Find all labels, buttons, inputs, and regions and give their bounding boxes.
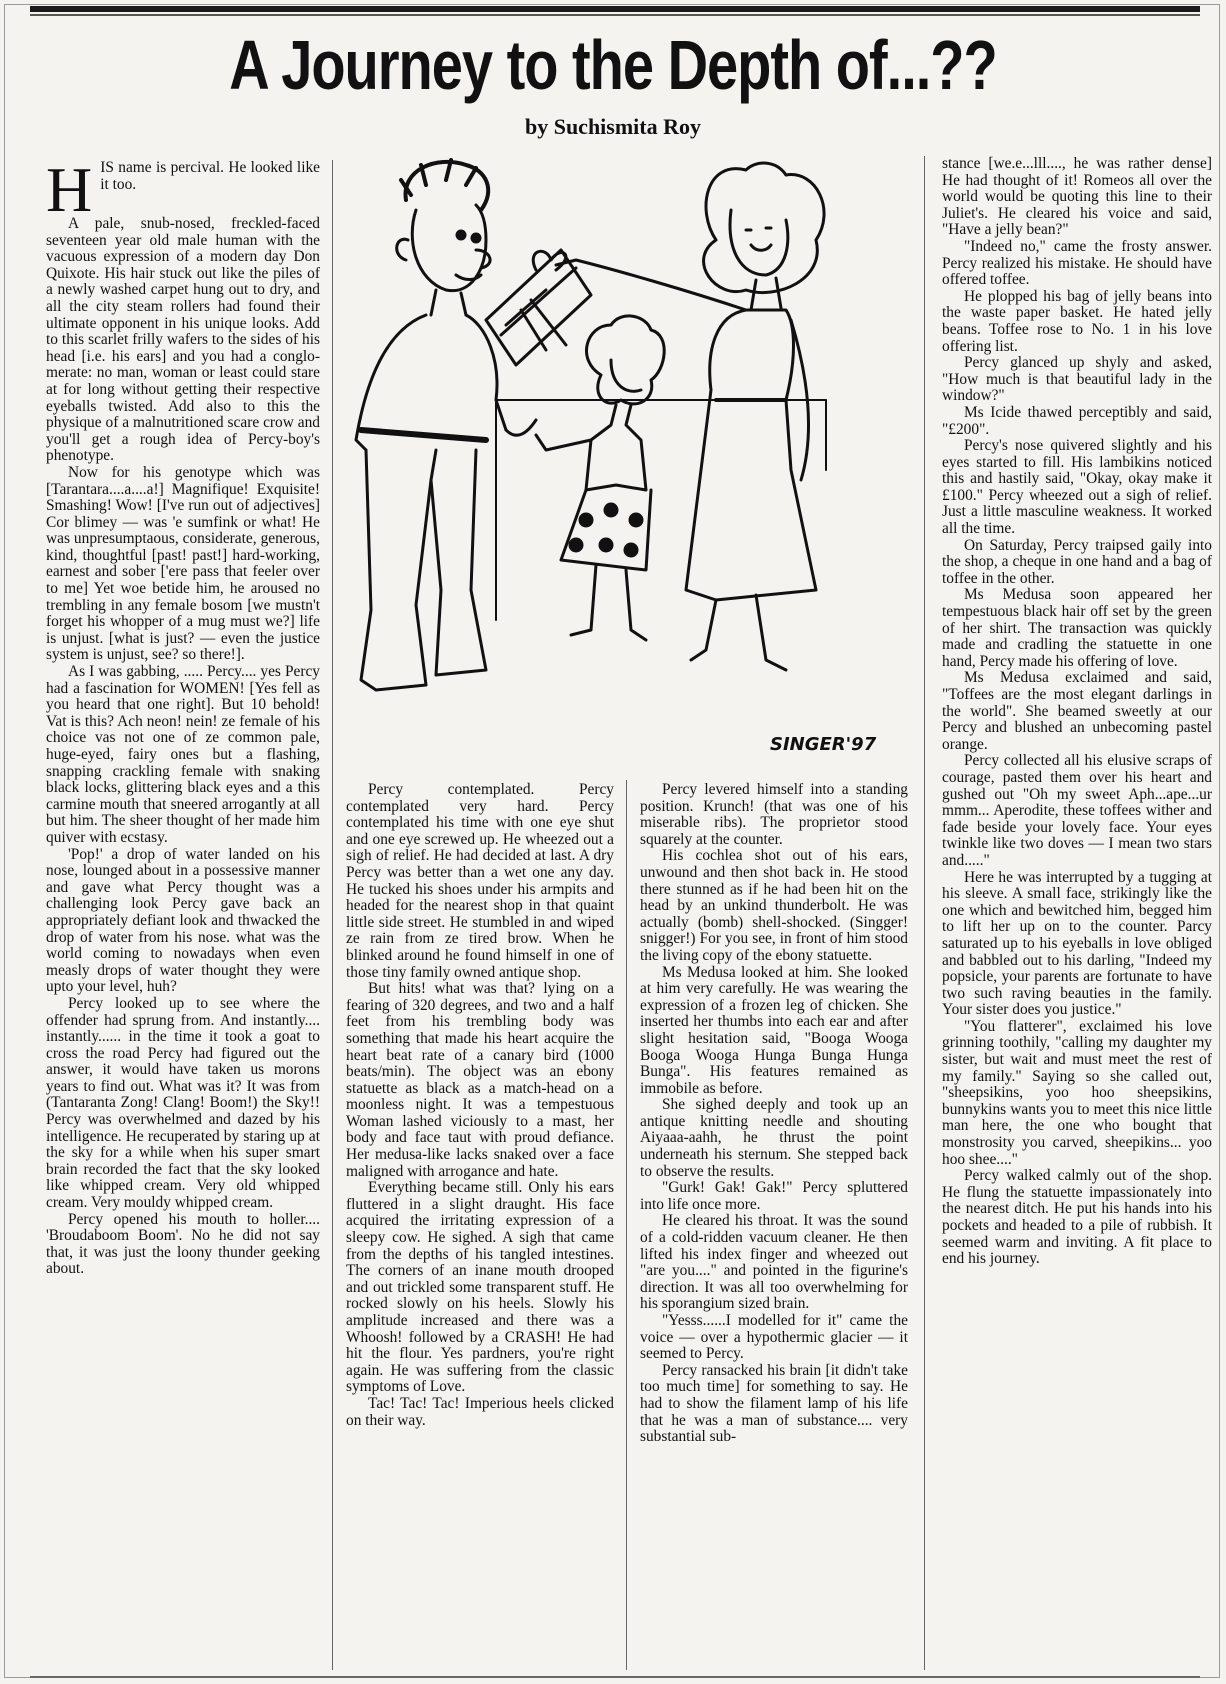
paragraph: Here he was interrupted by a tugging at his sleeve. A small face, strikingly like the one which and bewitched him, begged him to lift her up on to the counter. Parcy saturated up to his eyeballs in love obliged and babbled out to his darling, "Indeed my popsicle, your parents are fortunate to have two such raving beauties in the family. Your sister does you justice." [942, 868, 1212, 1019]
paragraph: 'Pop!' a drop of water landed on his nose, lounged about in a possessive manner and gave what Percy thought was a challenging look Percy gave back an appropriately defiant look and thwacked the drop of water from his nose. what was the world coming to nowadays when even measly drops of water thought they were upto your level, huh? [46, 845, 320, 996]
paragraph: But hits! what was that? lying on a fearing of 320 degrees, and two and a half feet from his trembling body was something that made his heart acquire the heart beat rate of a canary bird (1000 beats/min). The object was an ebony statuette as black as a match-head on a moonless night. It was a tempestuous Woman lashed viciously to a mast, her body and face taut with proud defiance. Her medusa-like lacks snaked over a face maligned with arrogance and hate. [346, 980, 614, 1180]
paragraph-text: IS name is percival. He looked like it too. [100, 160, 320, 193]
girl-figure [536, 316, 664, 640]
paragraph: He plopped his bag of jelly beans into the waste paper basket. He hated jelly beans. Toffee rose to No. 1 in his love offering list. [942, 287, 1212, 355]
paragraph: "Indeed no," came the frosty answer. Percy realized his mistake. He should have offered toffee. [942, 237, 1212, 289]
paragraph: Now for his genotype which was [Tarantara....a....a!] Magnifique! Exquisite! Smashing! Wow! [I've run out of adjectives] Cor blimey — was 'e sumfink or what! He was unpresumptaous, considerate, generous, kind, thoughtful [past! past!] hard-working, earnest and sober ['ere pass that feeler over to me] Yet woe betide him, he aroused no trembling in any female bosom [we mustn't forget his whopper of a mug must we?] life is unjust. [what is just? — even the justice system is unjust, see? so there!]. [46, 463, 320, 664]
column-divider [626, 780, 627, 1670]
paragraph: A pale, snub-nosed, freckled-faced seventeen year old male human with the vacuous expression of a modern day Don Quixote. His hair stuck out like the piles of a newly washed carpet hung out to dry, and all the city steam rollers had found their ultimate opponent in his unique looks. Add to this scarlet frilly wafers to the sides of his head [i.e. his ears] and you had a conglo-merate: no man, woman or least could stare at for long without getting their respective eyeballs twisted. Add also to this the physique of a malnutritioned scare crow and you'll get a rough idea of Percy-boy's phenotype. [46, 215, 320, 465]
man-figure [356, 160, 536, 690]
paragraph: Percy ransacked his brain [it didn't take too much time] for something to say. He had to show the filament lamp of his life that he was a man of substance.... very substantial sub- [640, 1361, 908, 1446]
paragraph: Percy looked up to see where the offender had sprung from. And instantly.... instantly...... in the time it took a goat to cross the road Percy had figured out the answer, it would have taken us morons years to find out. What was it? It was from (Tantaranta Zong! Clang! Boom!) the Sky!! Percy was overwhelmed and dazed by his intelligence. He recuperated by staring up at the sky for a while when his super smart brain recorded the fact that the sky looked like whipped cream. Very old whipped cream. Very mouldy whipped cream. [46, 994, 320, 1212]
paragraph: Ms Medusa soon appeared her tempestuous black hair off set by the green of her shirt. The transaction was quickly made and cradling the statuette in one hand, Percy made his offering of love. [942, 586, 1212, 670]
paragraph: On Saturday, Percy traipsed gaily into the shop, a cheque in one hand and a bag of toffee in the other. [942, 536, 1212, 587]
paragraph [46, 160, 320, 225]
illustrator-signature: SINGER'97 [770, 734, 877, 755]
byline: by Suchismita Roy [524, 114, 702, 139]
paragraph: Ms Medusa looked at him. She looked at him very carefully. He was wearing the expression of a frozen leg of chicken. She inserted her thumbs into each ear and after slight hesitation said, "Booga Wooga Booga Wooga Hunga Bunga Hunga Bunga". His features remained as immobile as before. [640, 963, 908, 1097]
column-1 [46, 160, 320, 1675]
drop-cap: H [46, 160, 93, 225]
paragraph: Percy glanced up shyly and asked, "How much is that beautiful lady in the window?" [942, 354, 1212, 405]
paragraph: Percy contemplated. Percy contemplated very hard. Percy contemplated his time with one eye shut and one eye screwed up. He wheezed out a sigh of relief. He had decided at last. A dry Percy was better than a wet one any day. He tucked his shoes under his armpits and headed for the nearest shop in that quaint little side street. He stumbled in and wiped ze rain from ze tired brow. When he blinked around he found himself in one of those tiny family owned antique shop. [346, 782, 614, 981]
paragraph: Percy levered himself into a standing position. Krunch! (that was one of his miserable ribs). The proprietor stood squarely at the counter. [640, 782, 908, 848]
column-divider [924, 156, 925, 1670]
paragraph: Everything became still. Only his ears fluttered in a slight draught. His face acquired the irritating expression of a sleepy cow. He sighed. A sigh that came from the depths of his tangled intestines. The corners of an inane mouth drooped and out trickled some transparent stuff. He rocked slowly on his heels. Slowly his amplitude increased and there was a Whoosh! followed by a CRASH! He had hit the flour. Yes pardners, you're right again. He was suffering from the classic symptoms of Love. [346, 1179, 614, 1396]
paragraph: Ms Medusa exclaimed and said, "Toffees are the most elegant darlings in the world". She beamed sweetly at our Percy and blushed an unbecoming pastel orange. [942, 669, 1212, 753]
paragraph: He cleared his throat. It was the sound of a cold-ridden vacuum cleaner. He then lifted his index finger and wheezed out "are you...." and pointed in the figurine's direction. It was all too overwhelming for his sporangium sized brain. [640, 1212, 908, 1313]
paragraph: stance [we.e...lll...., he was rather dense] He had thought of it! Romeos all over the world would be quoting this line to their Juliet's. He cleared his voice and said, "Have a jelly bean?" [942, 156, 1212, 239]
column-4 [942, 156, 1212, 1675]
paragraph: Percy's nose quivered slightly and his eyes started to fill. His lambikins noticed this and hastily said, "Okay, okay make it £100." Percy wheezed out a sigh of relief. Just a little masculine weakness. It worked all the time. [942, 437, 1212, 538]
bottom-rule [30, 1676, 1200, 1678]
paragraph: As I was gabbing, ..... Percy.... yes Percy had a fascination for WOMEN! [Yes fell as you heard that one right]. But 10 behold! Vat is this? Ach neon! nein! ze female of his choice vas not one of ze common pale, huge-eyed, fairy ones but a flashing, snapping crackling female with snaking black locks, glittering black eyes and a this carmine mouth that sneered arrogantly at all but him. The sheer thought of her made him quiver with ecstasy. [46, 663, 320, 846]
paragraph: "You flatterer", exclaimed his love grinning toothily, "calling my daughter my sister, but wait and must meet the rest of my family." Saying so she called out, "sheepsikins, yoo hoo sheepsikins, bunnykins wants you to meet this nice little man here, the one who bought that monstrosity you carved, sheepikins... yoo hoo shee...." [942, 1017, 1212, 1168]
paragraph: Percy walked calmly out of the shop. He flung the statuette impassionately into the nearest ditch. He put his hands into his pockets and headed to a pile of rubbish. It seemed warm and inviting. A fit place to end his journey. [942, 1167, 1212, 1268]
woman-figure [556, 163, 824, 670]
column-3 [640, 782, 908, 1675]
paragraph: Percy opened his mouth to holler.... 'Broudaboom Boom'. No he did not say that, it was just the loony thunder geeking about. [46, 1210, 320, 1278]
column-2 [346, 782, 614, 1675]
paragraph: His cochlea shot out of his ears, unwound and then shot back in. He stood there stunned as if he had been hit on the head by an unkind thunderbolt. He was actually (bomb) shell-shocked. (Singger! snigger!) For you see, in front of him stood the living copy of the ebony statuette. [640, 847, 908, 964]
column-divider [332, 160, 333, 1670]
paragraph: Tac! Tac! Tac! Imperious heels clicked on their way. [346, 1394, 614, 1429]
gift-box [486, 250, 591, 365]
cartoon-illustration [346, 150, 906, 770]
headline: A Journey to the Depth of...?? [229, 25, 997, 104]
paragraph: Percy collected all his elusive scraps of courage, pasted them over his heart and gushed out "Oh my sweet Aph...ape...ur mmm... Aperodite, these toffees wither and fade beside your lovely face. Your eyes twinkle like two doves — I mean two stars and....." [942, 752, 1212, 869]
paragraph: She sighed deeply and took up an antique knitting needle and shouting Aiyaaa-aahh, he thrust the point underneath his sternum. She stepped back to observe the results. [640, 1096, 908, 1180]
top-rule [30, 6, 1200, 12]
paragraph: "Gurk! Gak! Gak!" Percy spluttered into life once more. [640, 1179, 908, 1213]
top-rule-thin [30, 14, 1200, 16]
paragraph: Ms Icide thawed perceptibly and said, "£200". [942, 403, 1212, 438]
paragraph: "Yesss......I modelled for it" came the voice — over a hypothermic glacier — it seemed to Percy. [640, 1312, 908, 1363]
